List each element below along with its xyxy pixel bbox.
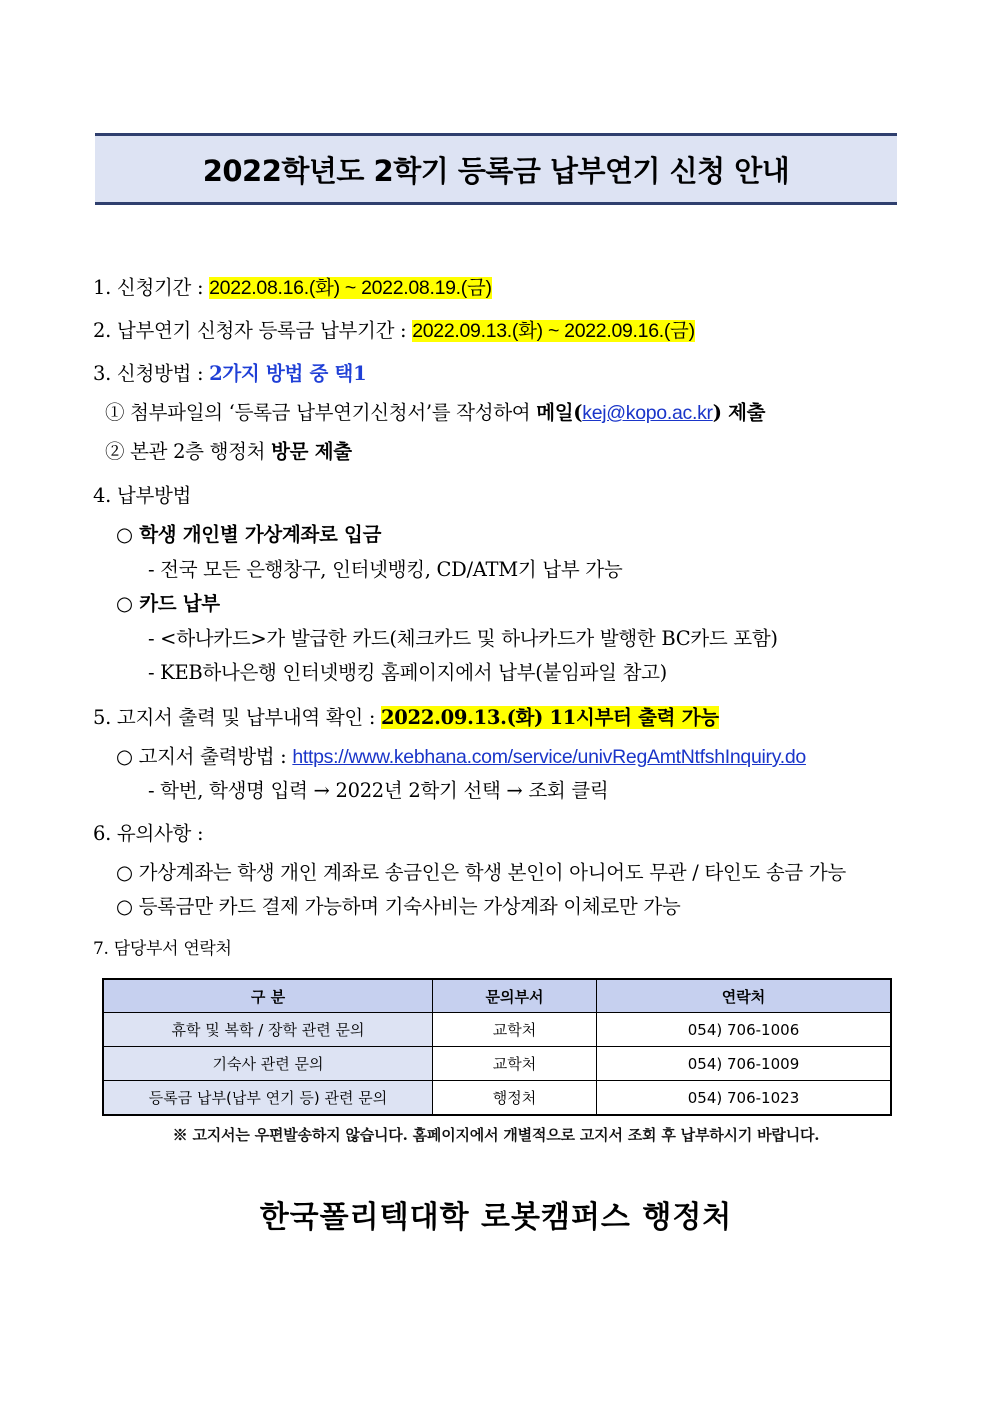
issuer-footer: 한국폴리텍대학 로봇캠퍼스 행정처: [259, 1200, 733, 1235]
section-3: [93, 361, 366, 387]
section-4-label: 4. 납부방법: [93, 484, 192, 507]
table-cell: 054) 706-1006: [597, 1013, 892, 1047]
card-payment-detail-2: - KEB하나은행 인터넷뱅킹 홈페이지에서 납부(붙임파일 참고): [148, 661, 667, 684]
notice-item-2: ○ 등록금만 카드 결제 가능하며 기숙사비는 가상계좌 이체로만 가능: [116, 895, 681, 918]
page-title: 2022학년도 2학기 등록금 납부연기 신청 안내: [202, 153, 790, 188]
table-cell: 054) 706-1009: [597, 1047, 892, 1081]
invoice-method: [116, 744, 806, 770]
option-1-submit: ) 제출: [712, 401, 766, 424]
section-2-label: 2. 납부연기 신청자 등록금 납부기간 :: [93, 319, 413, 342]
invoice-steps: - 학번, 학생명 입력 → 2022년 2학기 선택 → 조회 클릭: [148, 779, 609, 802]
table-cell: 교학처: [433, 1047, 597, 1081]
invoice-method-label: ○ 고지서 출력방법 :: [116, 745, 293, 768]
section-5-label: 5. 고지서 출력 및 납부내역 확인 :: [93, 706, 382, 729]
option-2-bold: 방문 제출: [271, 440, 352, 463]
section-3-option-1: [105, 400, 765, 426]
section-7-label: 7. 담당부서 연락처: [93, 939, 232, 959]
table-cell: 등록금 납부(납부 연기 등) 관련 문의: [103, 1081, 433, 1116]
option-1-text: ① 첨부파일의 ‘등록금 납부연기신청서’를 작성하여: [105, 401, 537, 424]
mail-notice: ※ 고지서는 우편발송하지 않습니다. 홈페이지에서 개별적으로 고지서 조회 후 납부하시기 바랍니다.: [172, 1126, 820, 1144]
section-5: [93, 705, 719, 731]
table-cell: 기숙사 관련 문의: [103, 1047, 433, 1081]
virtual-account-title: ○ 학생 개인별 가상계좌로 입금: [116, 523, 382, 546]
application-method: 2가지 방법 중 택1: [209, 362, 367, 385]
virtual-account-detail: - 전국 모든 은행창구, 인터넷뱅킹, CD/ATM기 납부 가능: [148, 558, 623, 581]
table-header-row: [103, 979, 891, 1013]
invoice-available: 2022.09.13.(화) 11시부터 출력 가능: [381, 706, 719, 729]
invoice-url-link[interactable]: https://www.kebhana.com/service/univRegAmtNtfshInquiry.do: [292, 746, 806, 768]
section-1: [93, 275, 492, 301]
table-cell: 행정처: [433, 1081, 597, 1116]
title-banner: [95, 133, 897, 205]
section-3-label: 3. 신청방법 :: [93, 362, 210, 385]
card-payment-detail-1: - <하나카드>가 발급한 카드(체크카드 및 하나카드가 발행한 BC카드 포함): [148, 627, 778, 650]
option-2-text: ② 본관 2층 행정처: [105, 440, 272, 463]
table-header: 구 분: [103, 979, 433, 1013]
application-period: 2022.08.16.(화) ~ 2022.08.19.(금): [209, 277, 492, 299]
notice-item-1: ○ 가상계좌는 학생 개인 계좌로 송금인은 학생 본인이 아니어도 무관 / 타인도 송금 가능: [116, 861, 846, 884]
payment-period: 2022.09.13.(화) ~ 2022.09.16.(금): [412, 320, 695, 342]
section-3-option-2: [105, 439, 352, 465]
table-row: [103, 1047, 891, 1081]
contact-table: [102, 978, 892, 1116]
table-cell: 휴학 및 복학 / 장학 관련 문의: [103, 1013, 433, 1047]
email-link[interactable]: kej@kopo.ac.kr: [582, 402, 713, 424]
option-1-mail: 메일(: [536, 401, 583, 424]
section-1-label: 1. 신청기간 :: [93, 276, 210, 299]
table-header: 연락처: [597, 979, 892, 1013]
table-row: [103, 1013, 891, 1047]
card-payment-title: ○ 카드 납부: [116, 592, 220, 615]
table-cell: 054) 706-1023: [597, 1081, 892, 1116]
table-header: 문의부서: [433, 979, 597, 1013]
section-6-label: 6. 유의사항 :: [93, 822, 204, 845]
section-2: [93, 318, 695, 344]
table-row: [103, 1081, 891, 1116]
table-cell: 교학처: [433, 1013, 597, 1047]
